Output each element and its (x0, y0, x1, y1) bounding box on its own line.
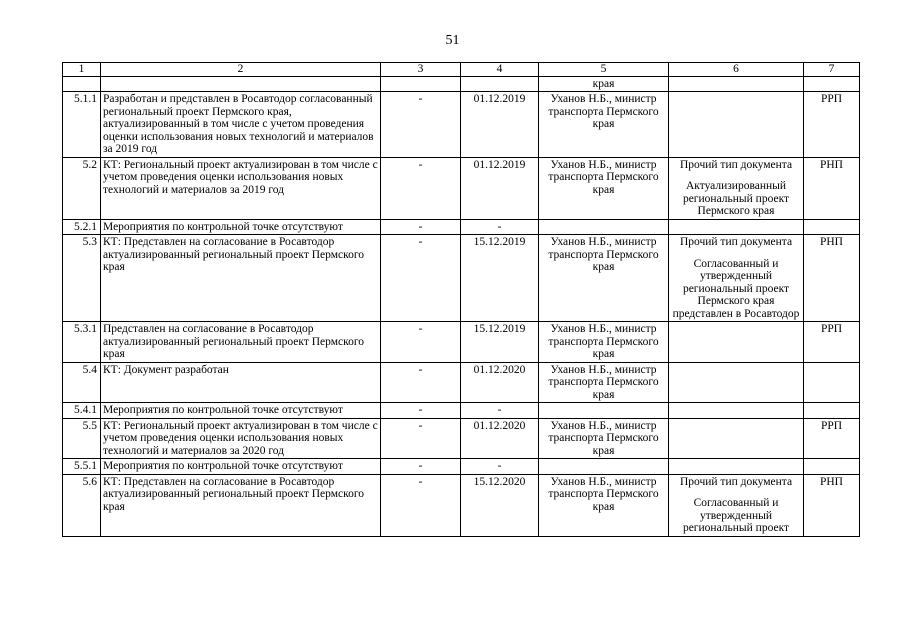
row-responsible (539, 403, 669, 419)
row-level (804, 362, 860, 403)
column-header-4: 4 (461, 63, 539, 77)
row-level: РРП (804, 322, 860, 363)
row-level: РНП (804, 474, 860, 536)
table-body (63, 63, 860, 537)
row-level (804, 403, 860, 419)
row-start-date: - (381, 418, 461, 459)
row-end-date: - (461, 459, 539, 475)
row-level: РРП (804, 92, 860, 158)
column-header-1: 1 (63, 63, 101, 77)
row-end-date: 01.12.2019 (461, 92, 539, 158)
row-name: КТ: Представлен на согласование в Росавтодор актуализированный региональный проект Пермского края (101, 235, 381, 322)
row-responsible (539, 459, 669, 475)
row-number: 5.3.1 (63, 322, 101, 363)
row-level (804, 459, 860, 475)
continued-row (63, 76, 860, 92)
row-document-description: Согласованный и утвержденный региональный проект (682, 497, 790, 534)
row-end-date: 15.12.2019 (461, 322, 539, 363)
row-name: Мероприятия по контрольной точке отсутствуют (101, 219, 381, 235)
row-number: 5.1.1 (63, 92, 101, 158)
table-row (63, 362, 860, 403)
row-start-date: - (381, 474, 461, 536)
row-number: 5.6 (63, 474, 101, 536)
row-responsible: Уханов Н.Б., министр транспорта Пермского края (539, 235, 669, 322)
table-row (63, 459, 860, 475)
row-document (669, 418, 804, 459)
row-start-date: - (381, 459, 461, 475)
column-header-6: 6 (669, 63, 804, 77)
row-level: РРП (804, 418, 860, 459)
table-row (63, 157, 860, 219)
table-row (63, 219, 860, 235)
row-start-date: - (381, 92, 461, 158)
continued-cell-7 (804, 76, 860, 92)
row-document (669, 235, 804, 322)
row-responsible: Уханов Н.Б., министр транспорта Пермского края (539, 157, 669, 219)
row-number: 5.4 (63, 362, 101, 403)
plan-table (62, 62, 860, 537)
row-end-date: 15.12.2019 (461, 235, 539, 322)
row-document-type: Прочий тип документа (679, 158, 793, 171)
row-start-date: - (381, 403, 461, 419)
row-name: Мероприятия по контрольной точке отсутствуют (101, 459, 381, 475)
row-end-date: - (461, 219, 539, 235)
row-document (669, 322, 804, 363)
row-document-type: Прочий тип документа (679, 475, 793, 488)
row-start-date: - (381, 362, 461, 403)
row-end-date: - (461, 403, 539, 419)
row-end-date: 01.12.2019 (461, 157, 539, 219)
continued-responsible: края (539, 76, 669, 92)
row-name: КТ: Представлен на согласование в Росавтодор актуализированный региональный проект Пермского края (101, 474, 381, 536)
row-document-description: Актуализированный региональный проект Пермского края (682, 180, 790, 217)
continued-cell-6 (669, 76, 804, 92)
row-document-type: Прочий тип документа (679, 236, 793, 248)
row-number: 5.5.1 (63, 459, 101, 475)
row-document (669, 459, 804, 475)
column-header-5: 5 (539, 63, 669, 77)
page-number: 51 (445, 33, 460, 48)
table-row (63, 418, 860, 459)
row-responsible: Уханов Н.Б., министр транспорта Пермского края (539, 92, 669, 158)
row-end-date: 01.12.2020 (461, 418, 539, 459)
continued-cell-1 (63, 76, 101, 92)
row-responsible: Уханов Н.Б., министр транспорта Пермского края (539, 362, 669, 403)
row-level: РНП (804, 235, 860, 322)
row-name: Мероприятия по контрольной точке отсутствуют (101, 403, 381, 419)
row-name: КТ: Региональный проект актуализирован в том числе с учетом проведения оценки использования новых технологий и материалов за 2020 год (101, 418, 381, 459)
row-document (669, 403, 804, 419)
continued-cell-4 (461, 76, 539, 92)
row-number: 5.2 (63, 157, 101, 219)
row-document (669, 92, 804, 158)
row-start-date: - (381, 322, 461, 363)
continued-cell-2 (101, 76, 381, 92)
row-number: 5.3 (63, 235, 101, 322)
row-name: КТ: Документ разработан (101, 362, 381, 403)
row-level: РНП (804, 157, 860, 219)
row-document-description: Согласованный и утвержденный региональный проект Пермского края представлен в Росавтодор (672, 257, 800, 320)
row-start-date: - (381, 219, 461, 235)
table-row (63, 322, 860, 363)
row-document (669, 219, 804, 235)
row-start-date: - (381, 235, 461, 322)
table-row (63, 403, 860, 419)
row-start-date: - (381, 157, 461, 219)
row-number: 5.2.1 (63, 219, 101, 235)
row-document (669, 474, 804, 536)
row-responsible (539, 219, 669, 235)
continued-cell-3 (381, 76, 461, 92)
row-responsible: Уханов Н.Б., министр транспорта Пермского края (539, 474, 669, 536)
row-name: КТ: Региональный проект актуализирован в том числе с учетом проведения оценки использования новых технологий и материалов за 2019 год (101, 157, 381, 219)
row-document (669, 362, 804, 403)
row-responsible: Уханов Н.Б., министр транспорта Пермского края (539, 322, 669, 363)
column-number-row (63, 63, 860, 77)
column-header-7: 7 (804, 63, 860, 77)
column-header-3: 3 (381, 63, 461, 77)
row-name: Разработан и представлен в Росавтодор согласованный региональный проект Пермского края, актуализированный в том числе с учетом проведения оценки использования новых технологий и материалов за 2019 год (101, 92, 381, 158)
row-end-date: 01.12.2020 (461, 362, 539, 403)
row-name: Представлен на согласование в Росавтодор актуализированный региональный проект Пермского края (101, 322, 381, 363)
row-number: 5.4.1 (63, 403, 101, 419)
column-header-2: 2 (101, 63, 381, 77)
row-end-date: 15.12.2020 (461, 474, 539, 536)
table-row (63, 474, 860, 536)
row-document (669, 157, 804, 219)
row-responsible: Уханов Н.Б., министр транспорта Пермского края (539, 418, 669, 459)
table-row (63, 92, 860, 158)
row-level (804, 219, 860, 235)
row-number: 5.5 (63, 418, 101, 459)
table-row (63, 235, 860, 322)
